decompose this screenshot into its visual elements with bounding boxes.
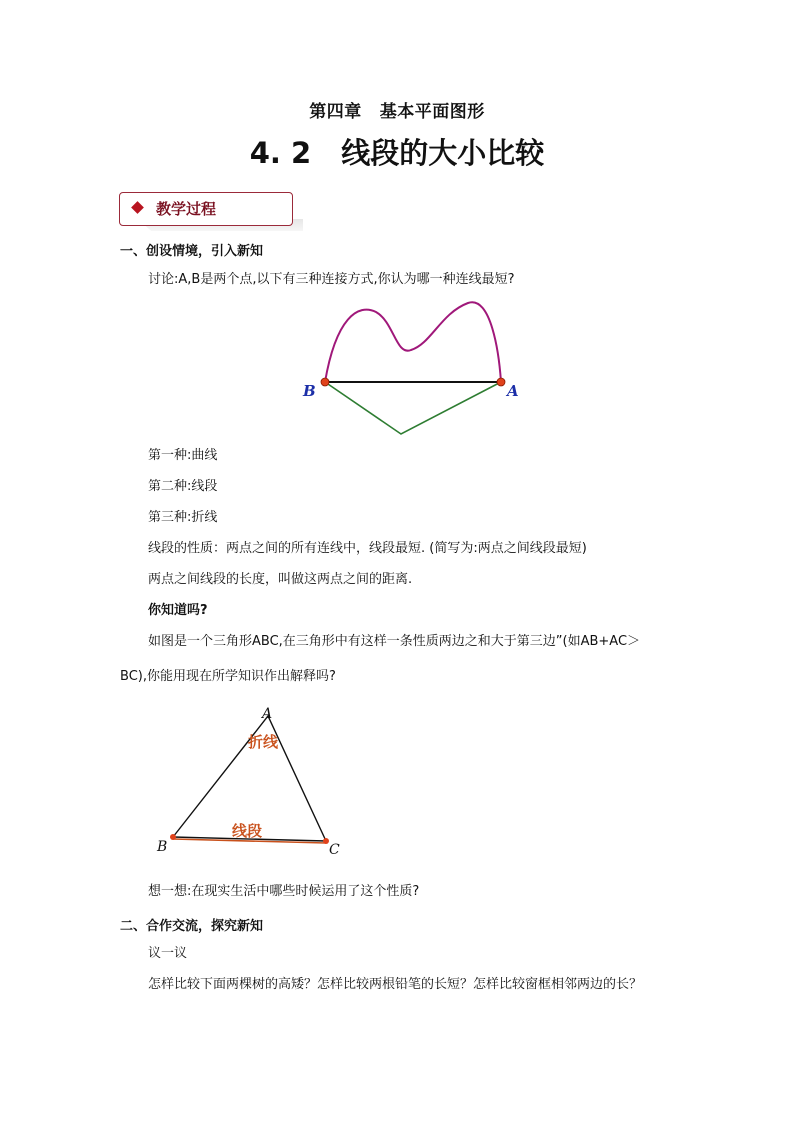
lesson-title: 4. 2 线段的大小比较 [249,136,545,170]
polyline-annotation: 折线 [248,733,279,751]
kind1-text: 第一种:曲线 [148,448,218,463]
curve-connection [325,302,501,382]
label-b: B [303,382,316,400]
part1-heading: 一、创设情境，引入新知 [120,244,264,259]
know-title: 你知道吗? [148,603,208,618]
label-b2: B [157,839,168,855]
label-a: A [507,382,519,400]
questions-text: 怎样比较下面两棵树的高矮？怎样比较两根铅笔的长短？怎样比较窗框相邻两边的长？ [148,977,643,992]
triangle-figure [150,700,360,860]
point-a [497,378,505,386]
discussion-text: 讨论:A,B是两个点,以下有三种连接方式,你认为哪一种连线最短? [148,272,515,287]
part2-heading: 二、合作交流，探究新知 [120,919,264,934]
kind2-text: 第二种:线段 [148,479,218,494]
label-a2: A [262,706,273,722]
connection-figure [296,298,526,440]
chapter-title: 第四章 基本平面图形 [309,102,485,122]
think-text: 想一想:在现实生活中哪些时候运用了这个性质? [148,884,420,899]
polyline-connection [325,382,501,434]
property-text: 线段的性质：两点之间的所有连线中，线段最短. (简写为:两点之间线段最短) [148,541,587,556]
label-c: C [329,842,340,858]
triangle-text-line1: 如图是一个三角形ABC,在三角形中有这样一条性质两边之和大于第三边”(如AB+AC＞ [148,634,641,649]
kind3-text: 第三种:折线 [148,510,218,525]
segment-annotation: 线段 [232,822,263,840]
point-b [321,378,329,386]
distance-text: 两点之间线段的长度，叫做这两点之间的距离. [148,572,413,587]
triangle-text-line2: BC),你能用现在所学知识作出解释吗? [120,669,336,684]
discuss-title: 议一议 [148,946,188,961]
section-badge-label: 教学过程 [156,200,217,218]
point-b2 [170,834,176,840]
